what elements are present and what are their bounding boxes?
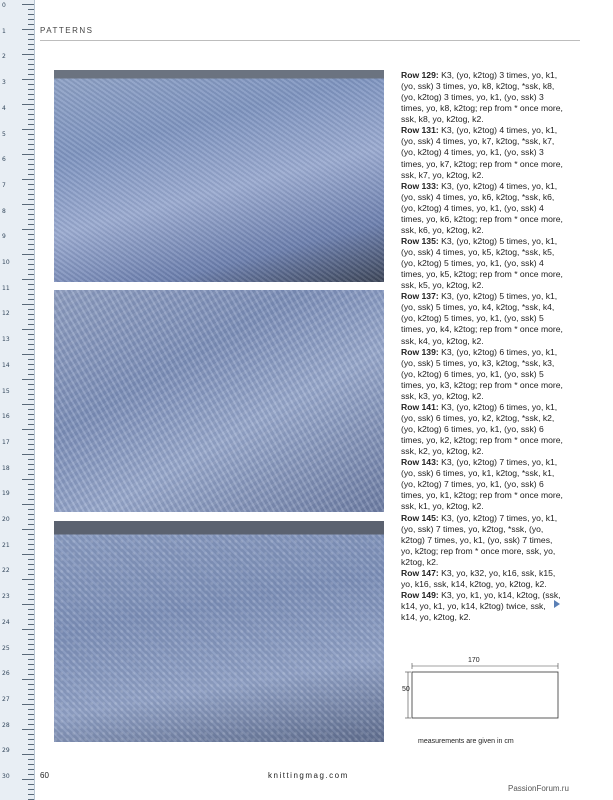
- ruler-tick: [28, 519, 34, 520]
- ruler-tick: [28, 194, 34, 195]
- row-label: Row 133:: [401, 180, 439, 191]
- ruler-tick: [28, 644, 34, 645]
- page-number: 60: [40, 771, 49, 780]
- row-label: Row 131:: [401, 125, 439, 136]
- ruler-number: 15: [2, 387, 10, 395]
- ruler-number: 6: [2, 156, 6, 164]
- ruler-tick: [22, 779, 34, 780]
- ruler-tick: [22, 79, 34, 80]
- ruler-tick: [28, 189, 34, 190]
- ruler-tick: [28, 149, 34, 150]
- ruler-tick: [28, 694, 34, 695]
- row-label: Row 147:: [401, 567, 439, 578]
- ruler-tick: [28, 39, 34, 40]
- ruler-tick: [28, 574, 34, 575]
- ruler-tick: [28, 669, 34, 670]
- pattern-row: [401, 291, 563, 346]
- ruler-tick: [28, 389, 34, 390]
- ruler-tick: [28, 14, 34, 15]
- watermark: PassionForum.ru: [508, 784, 569, 793]
- ruler-tick: [22, 429, 34, 430]
- ruler-tick: [28, 794, 34, 795]
- ruler-tick: [28, 444, 34, 445]
- ruler-tick: [28, 589, 34, 590]
- ruler-tick: [28, 339, 34, 340]
- measurement-note: measurements are given in cm: [418, 738, 514, 745]
- ruler-tick: [28, 474, 34, 475]
- ruler-tick: [28, 184, 34, 185]
- ruler-tick: [28, 639, 34, 640]
- section-label: PATTERNS: [40, 26, 94, 35]
- row-label: Row 149:: [401, 589, 439, 600]
- ruler-tick: [28, 224, 34, 225]
- shawl-photo-top: [54, 70, 384, 282]
- ruler-tick: [28, 599, 34, 600]
- ruler-tick: [22, 679, 34, 680]
- ruler-tick: [28, 134, 34, 135]
- ruler-tick: [28, 664, 34, 665]
- pattern-row: [401, 568, 563, 590]
- ruler-tick: [28, 719, 34, 720]
- ruler-tick: [28, 309, 34, 310]
- ruler-tick: [28, 314, 34, 315]
- ruler-tick: [28, 544, 34, 545]
- ruler-tick: [28, 199, 34, 200]
- ruler-tick: [28, 269, 34, 270]
- ruler-tick: [28, 684, 34, 685]
- ruler-tick: [28, 699, 34, 700]
- ruler-tick: [28, 439, 34, 440]
- ruler-number: 13: [2, 336, 10, 344]
- row-instructions: K3, (yo, k2tog) 4 times, yo, k1, (yo, ssk) 4 times, yo, k7, k2tog, *ssk, k7, (yo, k2tog) 4 times, yo, k1, (yo, ssk) 3 times, yo, k7, k2tog; rep from * once more, ssk, k7, yo, k2tog, k2.: [401, 125, 563, 180]
- ruler-number: 9: [2, 233, 6, 241]
- ruler-tick: [22, 304, 34, 305]
- ruler-tick: [28, 489, 34, 490]
- ruler-tick: [28, 609, 34, 610]
- ruler-tick: [28, 674, 34, 675]
- ruler-tick: [28, 239, 34, 240]
- ruler-tick: [28, 244, 34, 245]
- ruler-tick: [28, 649, 34, 650]
- ruler-tick: [28, 109, 34, 110]
- ruler-tick: [28, 724, 34, 725]
- ruler-strip: [0, 0, 35, 800]
- ruler-tick: [28, 169, 34, 170]
- ruler-number: 5: [2, 130, 6, 138]
- ruler-tick: [28, 249, 34, 250]
- ruler-number: 29: [2, 747, 10, 755]
- ruler-number: 25: [2, 644, 10, 652]
- ruler-tick: [28, 89, 34, 90]
- row-label: Row 141:: [401, 401, 439, 412]
- ruler-tick: [28, 9, 34, 10]
- ruler-tick: [28, 394, 34, 395]
- ruler-tick: [28, 784, 34, 785]
- ruler-tick: [22, 54, 34, 55]
- ruler-tick: [28, 539, 34, 540]
- ruler-number: 0: [2, 2, 6, 9]
- ruler-tick: [22, 179, 34, 180]
- ruler-tick: [22, 479, 34, 480]
- ruler-tick: [22, 404, 34, 405]
- row-label: Row 129:: [401, 70, 439, 80]
- ruler-tick: [28, 759, 34, 760]
- ruler-tick: [28, 264, 34, 265]
- ruler-tick: [28, 419, 34, 420]
- ruler-tick: [28, 24, 34, 25]
- ruler-tick: [28, 19, 34, 20]
- row-instructions: K3, (yo, k2tog) 6 times, yo, k1, (yo, ssk) 5 times, yo, k3, k2tog, *ssk, k3, (yo, k2tog) 6 times, yo, k1, (yo, ssk) 5 times, yo, k3, k2tog; rep from * once more, ssk, k3, yo, k2tog, k2.: [401, 346, 563, 401]
- row-label: Row 137:: [401, 291, 439, 302]
- ruler-tick: [28, 449, 34, 450]
- ruler-tick: [28, 299, 34, 300]
- ruler-number: 16: [2, 413, 10, 421]
- ruler-tick: [22, 629, 34, 630]
- ruler-tick: [22, 129, 34, 130]
- ruler-tick: [28, 144, 34, 145]
- ruler-tick: [28, 349, 34, 350]
- ruler-number: 2: [2, 53, 6, 61]
- ruler-tick: [28, 384, 34, 385]
- row-instructions: K3, (yo, k2tog) 6 times, yo, k1, (yo, ssk) 6 times, yo, k2, k2tog, *ssk, k2, (yo, k2tog) 6 times, yo, k1, (yo, ssk) 6 times, yo, k2, k2tog; rep from * once more, ssk, k2, yo, k2tog, k2.: [401, 401, 563, 457]
- ruler-tick: [28, 459, 34, 460]
- ruler-tick: [28, 234, 34, 235]
- ruler-tick: [28, 49, 34, 50]
- pattern-row: [401, 125, 563, 180]
- ruler-number: 1: [2, 27, 6, 35]
- row-label: Row 139:: [401, 346, 439, 357]
- ruler-number: 3: [2, 79, 6, 87]
- ruler-number: 24: [2, 618, 10, 626]
- pattern-row: [401, 590, 563, 623]
- width-label: 170: [468, 657, 480, 664]
- ruler-tick: [28, 59, 34, 60]
- ruler-tick: [28, 124, 34, 125]
- ruler-tick: [28, 624, 34, 625]
- ruler-tick: [22, 379, 34, 380]
- ruler-tick: [28, 414, 34, 415]
- ruler-tick: [28, 469, 34, 470]
- ruler-tick: [28, 689, 34, 690]
- ruler-tick: [28, 434, 34, 435]
- row-label: Row 135:: [401, 235, 439, 246]
- ruler-number: 10: [2, 259, 10, 266]
- ruler-tick: [28, 614, 34, 615]
- height-label: 50: [402, 686, 410, 693]
- ruler-tick: [22, 104, 34, 105]
- ruler-tick: [22, 529, 34, 530]
- ruler-tick: [22, 204, 34, 205]
- ruler-number: 19: [2, 490, 10, 498]
- shawl-outline: [412, 672, 558, 718]
- ruler-number: 7: [2, 181, 6, 189]
- ruler-tick: [28, 409, 34, 410]
- ruler-tick: [28, 534, 34, 535]
- row-label: Row 143:: [401, 457, 439, 468]
- ruler-tick: [28, 709, 34, 710]
- ruler-tick: [28, 619, 34, 620]
- shawl-photo-middle: [54, 290, 384, 512]
- pattern-row: [401, 513, 563, 568]
- ruler-number: 8: [2, 207, 6, 215]
- ruler-tick: [28, 714, 34, 715]
- ruler-tick: [28, 509, 34, 510]
- row-instructions: K3, yo, k32, yo, k16, ssk, k15, yo, k16, ssk, k14, k2tog, yo, k2tog, k2.: [401, 567, 556, 589]
- ruler-tick: [22, 579, 34, 580]
- ruler-tick: [28, 294, 34, 295]
- ruler-number: 28: [2, 721, 10, 729]
- ruler-tick: [28, 119, 34, 120]
- ruler-tick: [28, 74, 34, 75]
- ruler-tick: [28, 484, 34, 485]
- ruler-tick: [28, 594, 34, 595]
- ruler-tick: [28, 774, 34, 775]
- pattern-row: [401, 457, 563, 512]
- ruler-tick: [22, 254, 34, 255]
- ruler-tick: [22, 229, 34, 230]
- ruler-tick: [28, 214, 34, 215]
- ruler-tick: [28, 744, 34, 745]
- ruler-tick: [28, 549, 34, 550]
- ruler-tick: [28, 334, 34, 335]
- ruler-tick: [28, 749, 34, 750]
- ruler-number: 12: [2, 310, 10, 318]
- ruler-number: 30: [2, 773, 10, 780]
- ruler-tick: [28, 209, 34, 210]
- ruler-tick: [28, 764, 34, 765]
- ruler-number: 22: [2, 567, 10, 575]
- ruler-tick: [28, 159, 34, 160]
- website-footer: knittingmag.com: [268, 771, 349, 780]
- ruler-tick: [28, 789, 34, 790]
- ruler-tick: [22, 329, 34, 330]
- ruler-tick: [28, 164, 34, 165]
- ruler-tick: [28, 344, 34, 345]
- ruler-tick: [22, 504, 34, 505]
- ruler-tick: [28, 364, 34, 365]
- ruler-tick: [28, 734, 34, 735]
- ruler-tick: [22, 754, 34, 755]
- ruler-tick: [22, 729, 34, 730]
- ruler-tick: [28, 569, 34, 570]
- ruler-tick: [28, 369, 34, 370]
- ruler-number: 14: [2, 361, 10, 369]
- row-label: Row 145:: [401, 512, 439, 523]
- pattern-row: [401, 181, 563, 236]
- ruler-tick: [28, 114, 34, 115]
- shawl-photo-bottom: [54, 521, 384, 742]
- ruler-tick: [28, 324, 34, 325]
- ruler-tick: [22, 279, 34, 280]
- ruler-tick: [22, 154, 34, 155]
- header-rule: [40, 40, 580, 41]
- row-instructions: K3, (yo, k2tog) 7 times, yo, k1, (yo, ssk) 6 times, yo, k1, k2tog, *ssk, k1, (yo, k2tog) 7 times, yo, k1, (yo, ssk) 6 times, yo, k1, k2tog; rep from * once more, ssk, k1, yo, k2tog, k2.: [401, 457, 563, 512]
- ruler-tick: [28, 564, 34, 565]
- ruler-tick: [28, 424, 34, 425]
- ruler-number: 23: [2, 593, 10, 601]
- ruler-tick: [28, 139, 34, 140]
- ruler-tick: [28, 634, 34, 635]
- ruler-tick: [22, 29, 34, 30]
- ruler-number: 20: [2, 516, 10, 523]
- ruler-tick: [28, 64, 34, 65]
- ruler-tick: [28, 69, 34, 70]
- row-instructions: K3, (yo, k2tog) 4 times, yo, k1, (yo, ssk) 4 times, yo, k6, k2tog, *ssk, k6, (yo, k2tog) 4 times, yo, k1, (yo, ssk) 4 times, yo, k6, k2tog; rep from * once more, ssk, k6, yo, k2tog, k2.: [401, 180, 563, 235]
- ruler-tick: [28, 174, 34, 175]
- ruler-tick: [28, 739, 34, 740]
- ruler-number: 26: [2, 670, 10, 678]
- ruler-number: 11: [2, 284, 10, 292]
- ruler-tick: [28, 259, 34, 260]
- pattern-row: [401, 236, 563, 291]
- ruler-tick: [28, 399, 34, 400]
- ruler-tick: [28, 359, 34, 360]
- ruler-tick: [28, 44, 34, 45]
- measurement-diagram: [398, 656, 566, 734]
- ruler-number: 17: [2, 438, 10, 446]
- row-instructions: K3, (yo, k2tog) 3 times, yo, k1, (yo, ssk) 3 times, yo, k8, k2tog, *ssk, k8, (yo, k2tog) 3 times, yo, k1, (yo, ssk) 3 times, yo, k8, k2tog; rep from * once more, ssk, k8, yo, k2tog, k2.: [401, 70, 563, 125]
- ruler-tick: [22, 554, 34, 555]
- ruler-number: 4: [2, 104, 6, 112]
- ruler-tick: [22, 604, 34, 605]
- ruler-tick: [28, 559, 34, 560]
- ruler-tick: [28, 769, 34, 770]
- ruler-tick: [28, 94, 34, 95]
- ruler-tick: [28, 374, 34, 375]
- pattern-instructions: [401, 70, 563, 623]
- ruler-tick: [22, 704, 34, 705]
- pattern-row: [401, 347, 563, 402]
- pattern-row: [401, 402, 563, 457]
- ruler-number: 18: [2, 464, 10, 472]
- ruler-tick: [28, 99, 34, 100]
- row-instructions: K3, (yo, k2tog) 5 times, yo, k1, (yo, ssk) 5 times, yo, k4, k2tog, *ssk, k4, (yo, k2tog) 5 times, yo, k1, (yo, ssk) 5 times, yo, k4, k2tog; rep from * once more, ssk, k4, yo, k2tog, k2.: [401, 291, 563, 346]
- ruler-number: 27: [2, 695, 10, 703]
- ruler-tick: [28, 494, 34, 495]
- ruler-tick: [28, 274, 34, 275]
- ruler-tick: [28, 659, 34, 660]
- ruler-tick: [28, 584, 34, 585]
- pattern-row: [401, 70, 563, 125]
- ruler-number: 21: [2, 541, 10, 549]
- continue-arrow-icon: [554, 600, 560, 608]
- ruler-tick: [22, 454, 34, 455]
- row-instructions: K3, yo, k1, yo, k14, k2tog, (ssk, k14, yo, k1, yo, k14, k2tog) twice, ssk, k14, yo, k2tog, k2.: [401, 589, 561, 623]
- ruler-tick: [28, 84, 34, 85]
- ruler-tick: [28, 464, 34, 465]
- ruler-tick: [28, 524, 34, 525]
- ruler-tick: [28, 289, 34, 290]
- ruler-tick: [28, 34, 34, 35]
- ruler-tick: [22, 354, 34, 355]
- row-instructions: K3, (yo, k2tog) 5 times, yo, k1, (yo, ssk) 4 times, yo, k5, k2tog, *ssk, k5, (yo, k2tog) 5 times, yo, k1, (yo, ssk) 4 times, yo, k5, k2tog; rep from * once more, ssk, k5, yo, k2tog, k2.: [401, 235, 563, 291]
- row-instructions: K3, (yo, k2tog) 7 times, yo, k1, (yo, ssk) 7 times, yo, k2tog, *ssk, (yo, k2tog) 7 times, yo, k1, (yo, ssk) 7 times, yo, k2tog; rep from * once more, ssk, yo, k2tog, k2.: [401, 512, 558, 567]
- ruler-tick: [22, 4, 34, 5]
- ruler-tick: [28, 319, 34, 320]
- ruler-tick: [28, 284, 34, 285]
- ruler-tick: [22, 654, 34, 655]
- ruler-tick: [28, 219, 34, 220]
- ruler-tick: [28, 514, 34, 515]
- ruler-tick: [28, 499, 34, 500]
